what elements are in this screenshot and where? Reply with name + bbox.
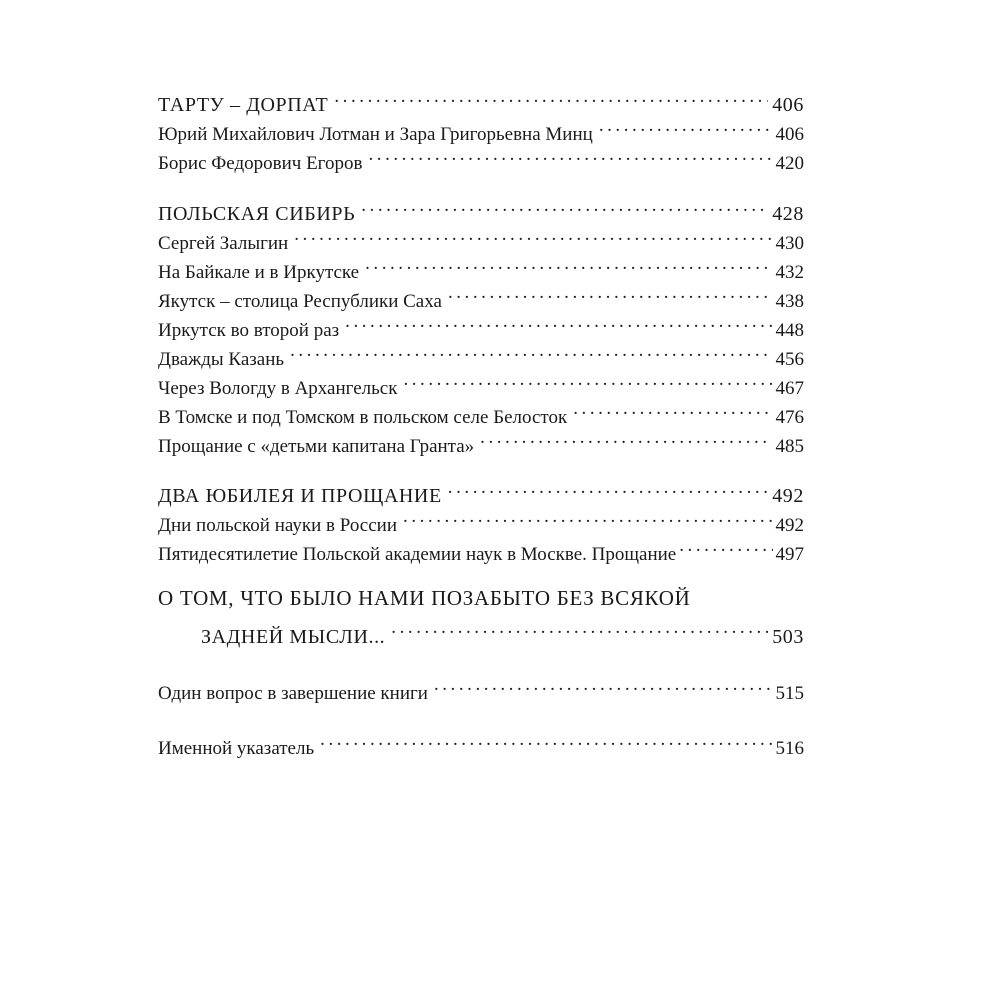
toc-entry-title: Иркутск во второй раз [158,320,340,341]
toc-page-number: 420 [775,153,804,174]
toc-page-number: 448 [775,320,804,341]
toc-page-number: 406 [775,124,804,145]
dot-leader [334,82,768,111]
toc-page-number: 503 [772,626,804,648]
dot-leader [403,502,771,531]
table-of-contents [158,82,804,759]
toc-entry-title: Пятидесятилетие Польской академии наук в Москве. Прощание [158,544,677,565]
toc-page-number: 516 [775,738,804,759]
toc-entry [158,725,804,759]
dot-leader [361,191,768,220]
dot-leader [294,220,771,249]
dot-leader [403,365,771,394]
toc-entry-title: Один вопрос в завершение книги [158,683,428,704]
toc-page-number: 430 [775,233,804,254]
dot-leader [448,278,772,307]
toc-entry-title: Якутск – столица Республики Саха [158,291,442,312]
toc-entry-title: Дважды Казань [158,349,285,370]
dot-leader [599,111,772,140]
toc-page-number: 432 [775,262,804,283]
toc-entry-title: ЗАДНЕЙ МЫСЛИ... [201,626,386,648]
dot-leader [290,336,771,365]
toc-section-heading [158,473,804,507]
toc-entry-title: ПОЛЬСКАЯ СИБИРЬ [158,203,356,225]
dot-leader [679,531,772,560]
toc-section-heading [158,82,804,116]
toc-page-number: 492 [775,515,804,536]
toc-entry-title: ТАРТУ – ДОРПАТ [158,94,329,116]
toc-page-number: 438 [775,291,804,312]
toc-entry-title: Именной указатель [158,738,315,759]
dot-leader [480,423,771,452]
toc-page-number: 485 [775,436,804,457]
dot-leader [573,394,771,423]
toc-section-heading [158,614,804,648]
toc-entry-title: Борис Федорович Егоров [158,153,363,174]
dot-leader [448,473,768,502]
toc-page-number: 428 [772,203,804,225]
toc-entry-title: Прощание с «детьми капитана Гранта» [158,436,475,457]
toc-entry [158,670,804,704]
toc-entry-title: Сергей Залыгин [158,233,289,254]
dot-leader [391,614,768,643]
toc-page-number: 497 [775,544,804,565]
dot-leader [345,307,771,336]
dot-leader [368,140,771,169]
toc-page-number: 406 [772,94,804,116]
toc-entry-title: Юрий Михайлович Лотман и Зара Григорьевна Минц [158,124,593,145]
toc-page-number: 456 [775,349,804,370]
toc-entry-title: ДВА ЮБИЛЕЯ И ПРОЩАНИЕ [158,485,442,507]
toc-entry-title: В Томске и под Томском в польском селе Белосток [158,407,568,428]
toc-page-number: 492 [772,485,804,507]
toc-page-number: 476 [775,407,804,428]
toc-page-number: 515 [775,683,804,704]
dot-leader [365,249,771,278]
toc-entry-title: Через Вологду в Архангельск [158,378,398,399]
toc-entry-title: На Байкале и в Иркутске [158,262,360,283]
dot-leader [320,725,771,754]
toc-section-heading-line1: О ТОМ, ЧТО БЫЛО НАМИ ПОЗАБЫТО БЕЗ ВСЯКОЙ [158,586,691,610]
toc-section-heading [158,191,804,225]
toc-page-number: 467 [775,378,804,399]
dot-leader [434,670,772,699]
toc-entry-title: Дни польской науки в России [158,515,398,536]
